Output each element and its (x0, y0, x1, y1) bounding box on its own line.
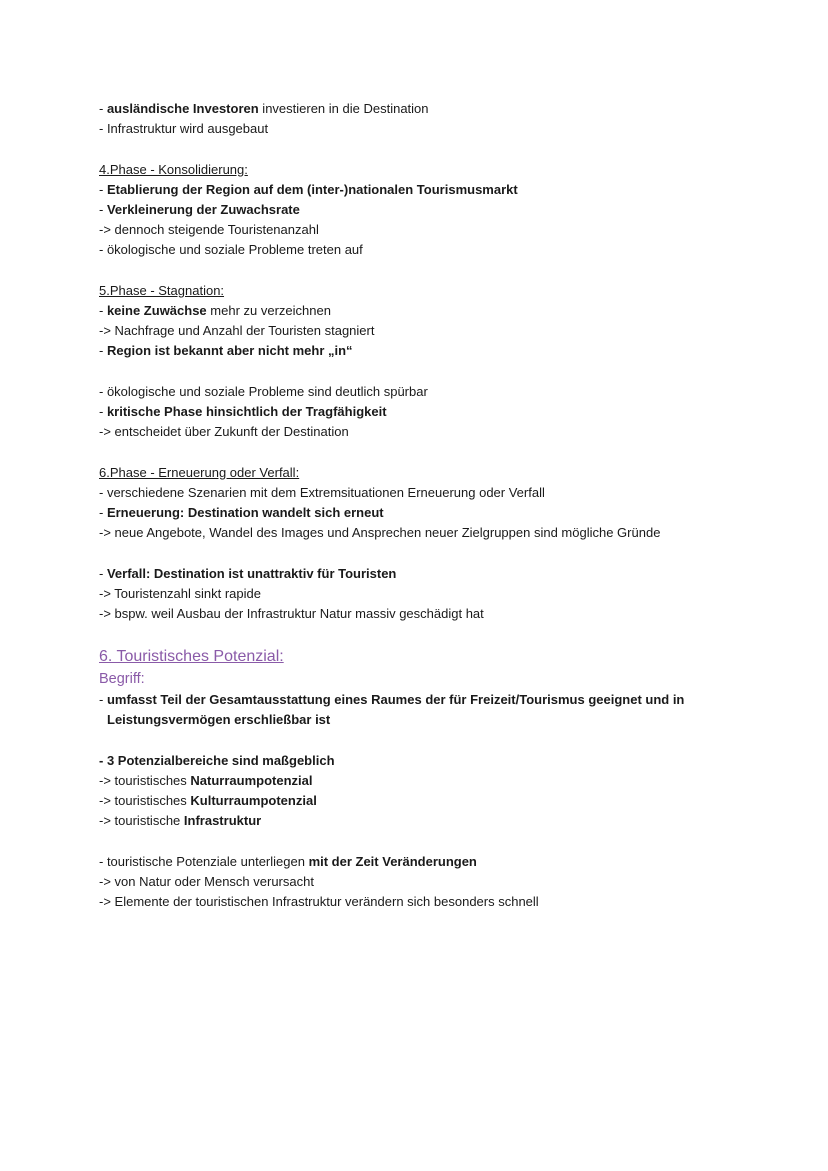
text-line: - 3 Potenzialbereiche sind maßgeblich (99, 752, 335, 768)
text-line: -> Nachfrage und Anzahl der Touristen stagniert (99, 323, 375, 339)
text-line: -> touristisches Kulturraumpotenzial (99, 793, 317, 809)
text-line: -> Elemente der touristischen Infrastruktur verändern sich besonders schnell (99, 894, 539, 910)
phase-5-title: 5.Phase - Stagnation: (99, 282, 225, 298)
text-line: - Infrastruktur wird ausgebaut (99, 121, 269, 137)
text-line: - Etablierung der Region auf dem (inter-)nationalen Tourismusmarkt (99, 181, 518, 197)
section-heading: 6. Touristisches Potenzial: (99, 648, 284, 666)
text-line: - Erneuerung: Destination wandelt sich erneut (99, 505, 384, 520)
text-line: - keine Zuwächse mehr zu verzeichnen (99, 303, 331, 318)
subsection-heading: Begriff: (99, 671, 145, 688)
text-line: - Verkleinerung der Zuwachsrate (99, 202, 300, 217)
text-line: Leistungsvermögen erschließbar ist (107, 712, 331, 728)
text-line: -> bspw. weil Ausbau der Infrastruktur Natur massiv geschädigt hat (99, 606, 484, 621)
phase-4-title: 4.Phase - Konsolidierung: (99, 161, 248, 177)
text-line: -> neue Angebote, Wandel des Images und Ansprechen neuer Zielgruppen sind mögliche Gründe (99, 525, 661, 541)
text-line: -> entscheidet über Zukunft der Destination (99, 424, 349, 440)
text-line: - Region ist bekannt aber nicht mehr „in“ (99, 343, 353, 359)
text-line: - kritische Phase hinsichtlich der Tragfähigkeit (99, 404, 387, 419)
text-line: - ökologische und soziale Probleme treten auf (99, 242, 363, 258)
text-line: -> von Natur oder Mensch verursacht (99, 874, 314, 889)
text-line: - touristische Potenziale unterliegen mit der Zeit Veränderungen (99, 853, 477, 869)
text-line: - ausländische Investoren investieren in die Destination (99, 101, 429, 116)
text-line: -> touristisches Naturraumpotenzial (99, 773, 313, 788)
text-line: - Verfall: Destination ist unattraktiv für Touristen (99, 565, 397, 581)
text-line: - verschiedene Szenarien mit dem Extremsituationen Erneuerung oder Verfall (99, 484, 545, 500)
text-line: -> dennoch steigende Touristenanzahl (99, 222, 319, 238)
text-line: -> touristische Infrastruktur (99, 813, 262, 829)
text-line: - umfasst Teil der Gesamtausstattung eines Raumes der für Freizeit/Tourismus geeignet und in (99, 692, 685, 708)
text-line: - ökologische und soziale Probleme sind deutlich spürbar (99, 383, 428, 399)
text-line: -> Touristenzahl sinkt rapide (99, 585, 261, 601)
phase-6-title: 6.Phase - Erneuerung oder Verfall: (99, 464, 300, 480)
